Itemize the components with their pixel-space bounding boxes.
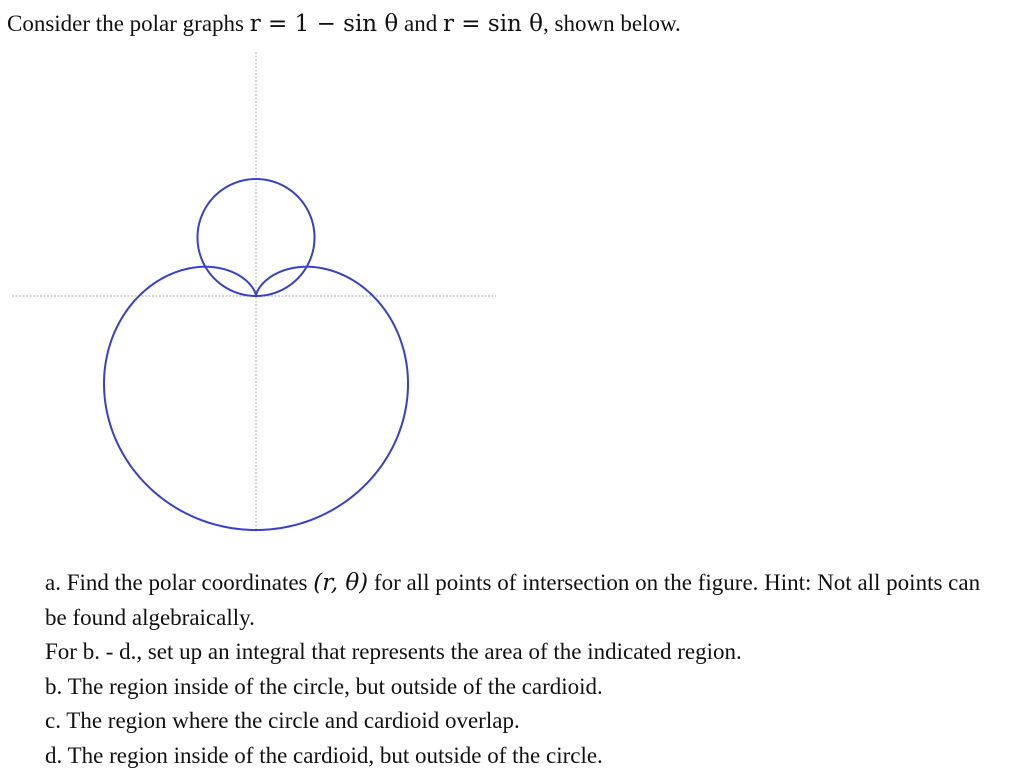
question-d: d. The region inside of the cardioid, but outside of the circle.: [45, 742, 603, 768]
question-a-prefix: a. Find the polar coordinates: [45, 570, 314, 595]
intro-suffix: , shown below.: [543, 11, 681, 36]
question-instruction: For b. - d., set up an integral that represents the area of the indicated region.: [45, 639, 742, 665]
intro-prefix: Consider the polar graphs: [7, 11, 250, 36]
polar-graph-figure: [0, 40, 520, 540]
equation-cardioid: r = 1 − sin θ: [249, 11, 399, 37]
intro-middle: and: [398, 11, 443, 36]
problem-intro: [7, 9, 681, 39]
question-c: c. The region where the circle and cardioid overlap.: [45, 708, 520, 734]
equation-circle: r = sin θ: [443, 11, 544, 37]
question-b: b. The region inside of the circle, but outside of the cardioid.: [45, 673, 603, 699]
question-a-coords: (r, θ): [313, 570, 369, 596]
question-a-suffix: for all points of intersection on the figure. Hint: Not all points can be found algebraically.: [45, 570, 981, 630]
question-a: [45, 566, 985, 635]
question-list: [45, 566, 985, 774]
